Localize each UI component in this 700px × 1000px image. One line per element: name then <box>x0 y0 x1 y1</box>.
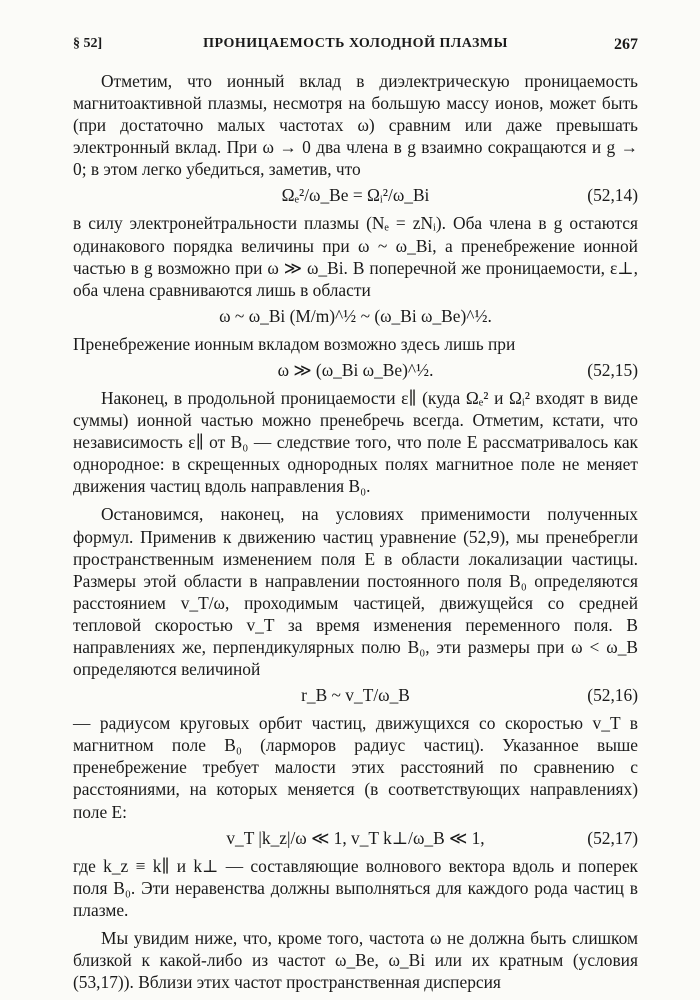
equation-formula: r_B ~ v_T/ω_B <box>301 685 410 706</box>
equation-formula: ω ≫ (ω_Bi ω_Be)^½. <box>277 359 434 380</box>
equation-formula: ω ~ ω_Bi (M/m)^½ ~ (ω_Bi ω_Be)^½. <box>219 305 492 326</box>
equation-52-16 <box>73 684 638 706</box>
paragraph-3: Пренебрежение ионным вкладом возможно здесь лишь при <box>73 333 516 354</box>
paragraph-2: в силу электронейтральности плазмы (Nₑ = zNᵢ). Оба члена в g остаются одинакового порядка величины при ω ~ ω_Bi, а пренебрежение ионной частью в g возможно при ω ≫ ω_Bi. В поперечной же проницаемости, ε⊥, оба члена сравниваются лишь в области <box>73 213 638 300</box>
paragraph-6: — радиусом круговых орбит частиц, движущихся со скоростью v_T в магнитном поле B₀ (ларморов радиус частиц). Указанное выше пренебрежение требует малости этих расстояний по сравнению с расстояниями, на которых меняется (в соответствующих направлениях) поле E: <box>73 713 638 822</box>
paragraph-7: где k_z ≡ k∥ и k⊥ — составляющие волнового вектора вдоль и поперек поля B₀. Эти неравенства должны выполняться для каждого рода частиц в плазме. <box>73 855 638 920</box>
equation-number: (52,15) <box>587 359 638 380</box>
paragraph-4: Наконец, в продольной проницаемости ε∥ (куда Ωₑ² и Ωᵢ² входят в виде суммы) ионной частью можно пренебречь всегда. Отметим, кстати, что независимость ε∥ от B₀ — следствие того, что поле E рассматривалось как однородное: в скрещенных однородных полях магнитное поле не меняет движения частиц вдоль направления B₀. <box>73 387 638 497</box>
section-ref: § 52] <box>73 36 103 51</box>
running-title: ПРОНИЦАЕМОСТЬ ХОЛОДНОЙ ПЛАЗМЫ <box>203 36 508 51</box>
paragraph-5: Остановимся, наконец, на условиях применимости полученных формул. Применив к движению частиц уравнение (52,9), мы пренебрегли пространственным изменением поля E в области локализации частицы. Размеры этой области в направлении постоянного поля B₀ определяются расстоянием v_T/ω, проходимым частицей, движущейся со средней тепловой скоростью v_T за время изменения переменного поля. В направлениях же, перпендикулярных полю B₀, эти размеры при ω < ω_B определяются величиной <box>73 504 638 680</box>
running-header <box>73 36 638 58</box>
paragraph-8: Мы увидим ниже, что, кроме того, частота ω не должна быть слишком близкой к какой-либо из частот ω_Be, ω_Bi или их кратным (условия (53,17)). Вблизи этих частот пространственная дисперсия <box>73 927 638 993</box>
page-number: 267 <box>614 36 638 53</box>
equation-number: (52,14) <box>587 185 638 206</box>
equation-number: (52,17) <box>587 827 638 848</box>
equation-52-15 <box>73 359 638 381</box>
equation-52-17 <box>73 827 638 849</box>
equation-number: (52,16) <box>587 685 638 706</box>
equation-52-14 <box>73 184 638 206</box>
equation-formula: Ωₑ²/ω_Be = Ωᵢ²/ω_Bi <box>281 185 430 206</box>
page-body <box>73 70 638 993</box>
paragraph-1: Отметим, что ионный вклад в диэлектрическую проницаемость магнитоактивной плазмы, несмотря на большую массу ионов, может быть (при достаточно малых частотах ω) сравним или даже превышать электронный вклад. При ω → 0 два члена в g взаимно сокращаются и g → 0; в этом легко убедиться, заметив, что <box>73 71 638 180</box>
equation-unnumbered <box>73 305 638 327</box>
equation-formula: v_T |k_z|/ω ≪ 1, v_T k⊥/ω_B ≪ 1, <box>226 827 485 848</box>
